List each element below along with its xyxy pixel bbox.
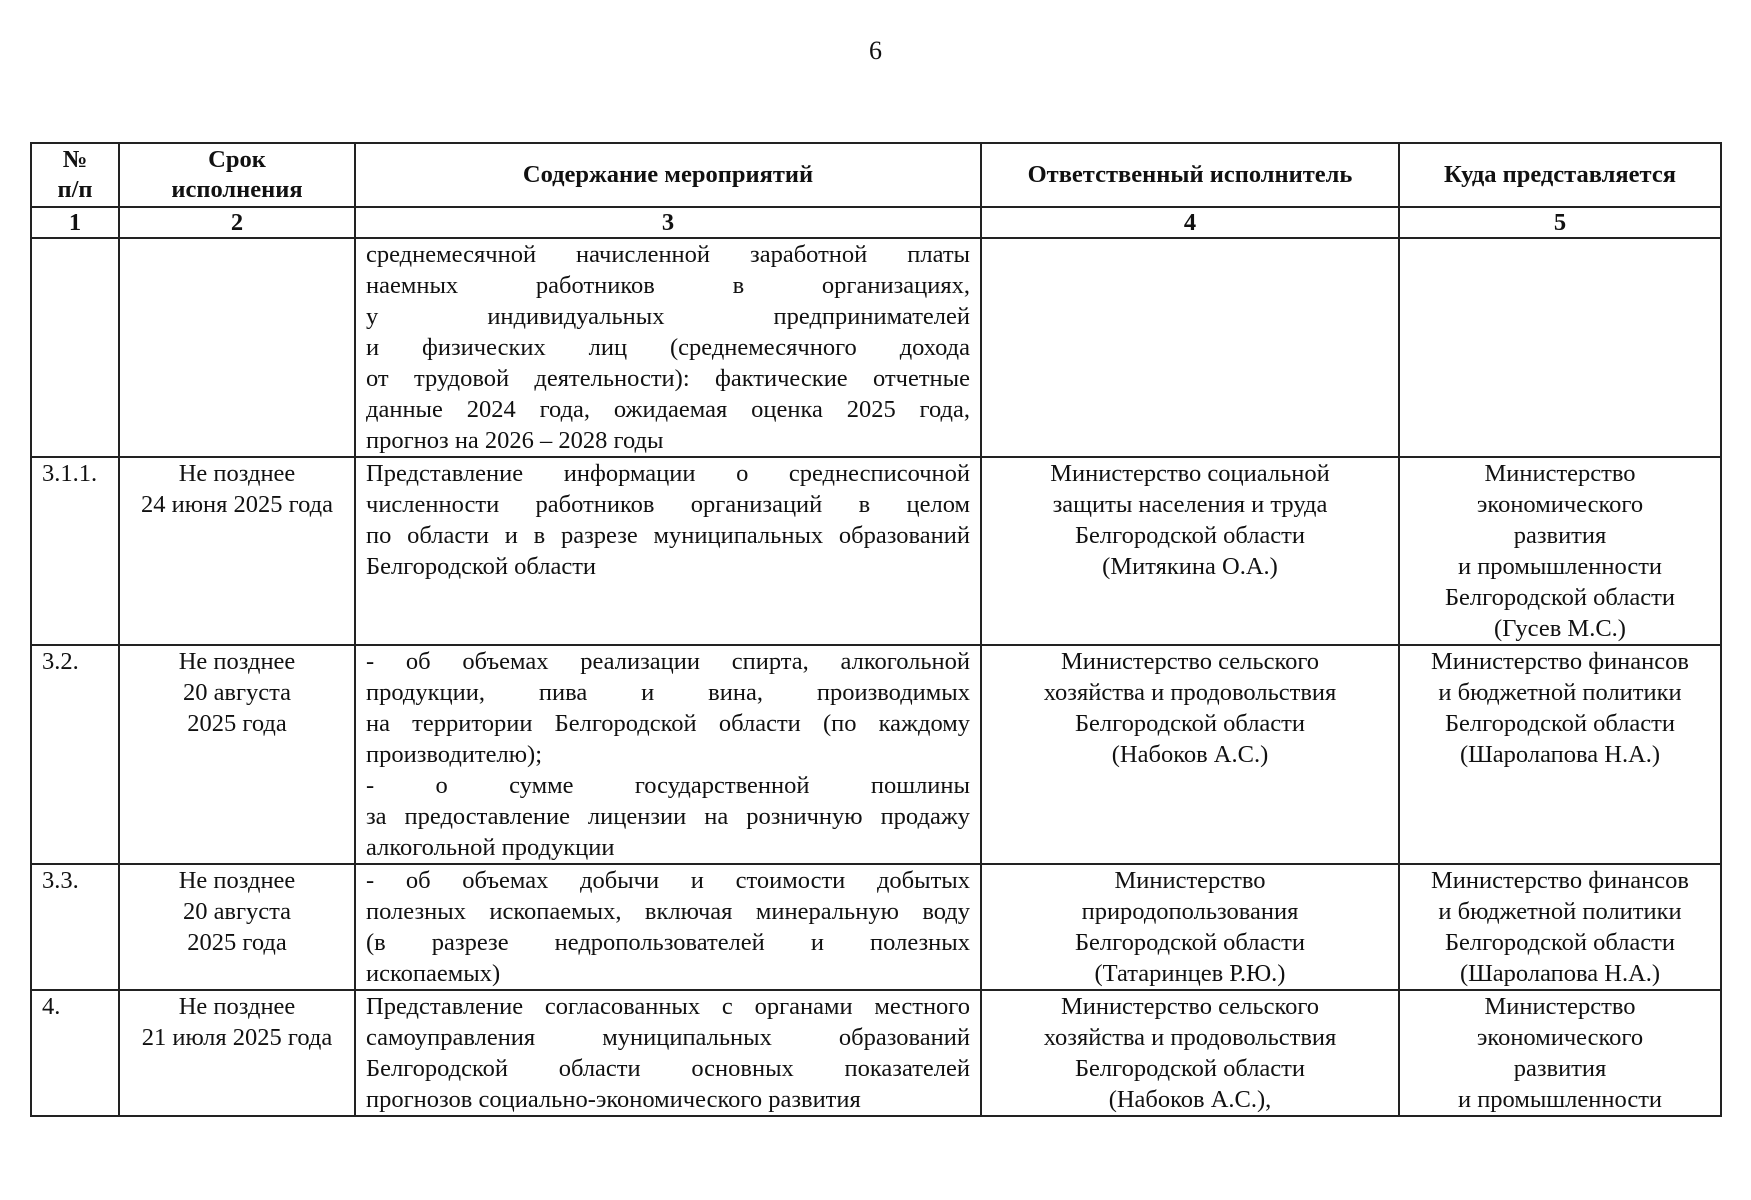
content-line: численности работников организаций в целом (366, 491, 970, 518)
recipient-line: экономического (1476, 1024, 1644, 1051)
table-row (31, 457, 1721, 645)
content-line: алкогольной продукции (366, 834, 615, 861)
recipient-line: (Шаролапова Н.А.) (1459, 741, 1661, 768)
recipient-line: Министерство (1484, 460, 1636, 487)
executor-line: Белгородской области (1074, 929, 1306, 956)
content-line: у индивидуальных предпринимателей (366, 303, 970, 330)
row-content (355, 238, 981, 457)
row-content (355, 864, 981, 990)
executor-line: (Набоков А.С.), (1108, 1086, 1272, 1113)
row-executor (981, 238, 1399, 457)
executor-line: Министерство сельского (1060, 648, 1320, 675)
row-deadline (119, 990, 355, 1116)
content-line: - о сумме государственной пошлины (366, 772, 970, 799)
content-line: - об объемах реализации спирта, алкогольной (366, 648, 970, 675)
date-line: 2025 года (187, 710, 287, 737)
content-line: наемных работников в организациях, (366, 272, 970, 299)
row-deadline (119, 238, 355, 457)
row-number: 3.2. (31, 645, 119, 864)
header-row (31, 143, 1721, 207)
content-line: (в разрезе недропользователей и полезных (366, 929, 970, 956)
date-line: Не позднее (178, 648, 296, 675)
executor-line: Белгородской области (1074, 1055, 1306, 1082)
content-line: среднемесячной начисленной заработной платы (366, 241, 970, 268)
row-deadline (119, 645, 355, 864)
recipient-line: Белгородской области (1444, 584, 1676, 611)
row-content (355, 645, 981, 864)
content-line: самоуправления муниципальных образований (366, 1024, 970, 1051)
content-line: Представление информации о среднесписочной (366, 460, 970, 487)
executor-line: (Татаринцев Р.Ю.) (1094, 960, 1286, 987)
recipient-line: экономического (1476, 491, 1644, 518)
header-deadline: Срок исполнения (119, 143, 355, 207)
header-executor: Ответственный исполнитель (981, 143, 1399, 207)
column-number: 4 (981, 207, 1399, 238)
date-line: Не позднее (178, 460, 296, 487)
content-line: производителю); (366, 741, 542, 768)
row-recipient (1399, 238, 1721, 457)
date-line: 24 июня 2025 года (141, 491, 333, 518)
recipient-line: (Шаролапова Н.А.) (1459, 960, 1661, 987)
recipient-line: и промышленности (1457, 553, 1663, 580)
content-line: прогноз на 2026 – 2028 годы (366, 427, 664, 454)
column-number: 1 (31, 207, 119, 238)
recipient-line: развития (1513, 522, 1607, 549)
recipient-line: Министерство (1484, 993, 1636, 1020)
content-line: данные 2024 года, ожидаемая оценка 2025 года, (366, 396, 970, 423)
row-recipient (1399, 864, 1721, 990)
content-line: - об объемах добычи и стоимости добытых (366, 867, 970, 894)
date-line: 20 августа (182, 898, 292, 925)
content-line: и физических лиц (среднемесячного дохода (366, 334, 970, 361)
executor-line: хозяйства и продовольствия (1043, 1024, 1337, 1051)
executor-line: защиты населения и труда (1052, 491, 1328, 518)
content-line: от трудовой деятельности): фактические отчетные (366, 365, 970, 392)
row-number (31, 238, 119, 457)
row-number: 3.3. (31, 864, 119, 990)
table-body (31, 238, 1721, 1116)
header-content: Содержание мероприятий (355, 143, 981, 207)
recipient-line: и бюджетной политики (1438, 679, 1682, 706)
recipient-line: и бюджетной политики (1438, 898, 1682, 925)
row-content (355, 457, 981, 645)
executor-line: (Митякина О.А.) (1102, 553, 1278, 580)
table-row (31, 990, 1721, 1116)
recipient-line: Белгородской области (1444, 710, 1676, 737)
row-deadline (119, 457, 355, 645)
recipient-line: Министерство финансов (1431, 648, 1689, 675)
column-numbers-row (31, 207, 1721, 238)
executor-line: хозяйства и продовольствия (1043, 679, 1337, 706)
executor-line: Белгородской области (1074, 522, 1306, 549)
date-line: Не позднее (178, 867, 296, 894)
content-line: полезных ископаемых, включая минеральную воду (366, 898, 970, 925)
recipient-line: Министерство финансов (1431, 867, 1689, 894)
executor-line: природопользования (1081, 898, 1299, 925)
date-line: 21 июля 2025 года (141, 1024, 333, 1051)
page-number: 6 (869, 36, 882, 65)
header-number: № п/п (31, 143, 119, 207)
table-row (31, 864, 1721, 990)
recipient-line: Белгородской области (1444, 929, 1676, 956)
date-line: Не позднее (178, 993, 296, 1020)
column-number: 3 (355, 207, 981, 238)
content-line: по области и в разрезе муниципальных образований (366, 522, 970, 549)
row-deadline (119, 864, 355, 990)
table-row (31, 238, 1721, 457)
row-number: 4. (31, 990, 119, 1116)
column-number: 2 (119, 207, 355, 238)
row-recipient (1399, 457, 1721, 645)
row-executor (981, 645, 1399, 864)
content-line: продукции, пива и вина, производимых (366, 679, 970, 706)
row-executor (981, 457, 1399, 645)
recipient-line: и промышленности (1457, 1086, 1663, 1113)
row-recipient (1399, 990, 1721, 1116)
executor-line: Министерство (1114, 867, 1266, 894)
executor-line: Министерство сельского (1060, 993, 1320, 1020)
row-recipient (1399, 645, 1721, 864)
recipient-line: (Гусев М.С.) (1494, 615, 1626, 642)
content-line: Представление согласованных с органами местного (366, 993, 970, 1020)
plan-table (30, 142, 1722, 1117)
content-line: Белгородской области основных показателей (366, 1055, 970, 1082)
row-number: 3.1.1. (31, 457, 119, 645)
date-line: 2025 года (187, 929, 287, 956)
executor-line: Белгородской области (1074, 710, 1306, 737)
row-executor (981, 990, 1399, 1116)
executor-line: (Набоков А.С.) (1111, 741, 1269, 768)
table-row (31, 645, 1721, 864)
content-line: ископаемых) (366, 960, 501, 987)
content-line: на территории Белгородской области (по каждому (366, 710, 970, 737)
content-line: за предоставление лицензии на розничную продажу (366, 803, 970, 830)
content-line: прогнозов социально-экономического развития (366, 1086, 861, 1113)
header-recipient: Куда представляется (1399, 143, 1721, 207)
date-line: 20 августа (182, 679, 292, 706)
column-number: 5 (1399, 207, 1721, 238)
recipient-line: развития (1513, 1055, 1607, 1082)
row-executor (981, 864, 1399, 990)
content-line: Белгородской области (366, 553, 597, 580)
executor-line: Министерство социальной (1050, 460, 1330, 487)
row-content (355, 990, 981, 1116)
